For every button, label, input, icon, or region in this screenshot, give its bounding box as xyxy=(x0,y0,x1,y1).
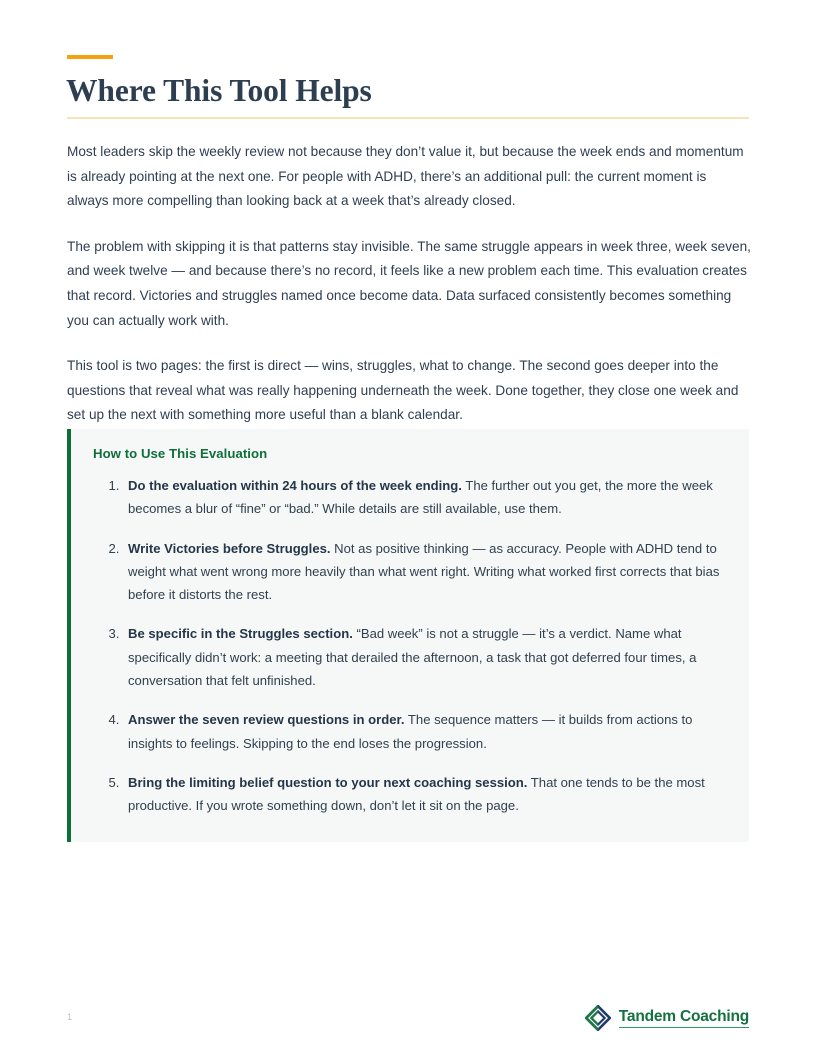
page-title: Where This Tool Helps xyxy=(66,73,372,108)
list-item-text: The further out you get, the more the week becomes a blur of “fine” or “bad.” While details are still available, use them. xyxy=(128,478,713,517)
list-item-text: That one tends to be the most productive. If you wrote something down, don’t let it sit on the page. xyxy=(128,774,705,814)
list-item xyxy=(123,708,723,755)
page-number: 1 xyxy=(67,1012,73,1022)
list-item-lead: Bring the limiting belief question to your next coaching session. xyxy=(128,774,528,790)
brand-name: Tandem Coaching xyxy=(619,1008,749,1027)
list-item-lead: Answer the seven review questions in order. xyxy=(128,712,405,728)
page-footer xyxy=(0,1003,816,1043)
list-item xyxy=(123,771,723,818)
list-item-lead: Be specific in the Struggles section. xyxy=(128,626,353,642)
intro-paragraph-1: Most leaders skip the weekly review not because they don’t value it, but because the week ends and momentum is already pointing at the next one. For people with ADHD, there’s an additional pull: the current moment is always more compelling than looking back at a week that’s already closed. xyxy=(67,144,744,209)
callout-instruction-list xyxy=(93,474,723,818)
list-item-lead: Do the evaluation within 24 hours of the week ending. xyxy=(128,478,462,493)
how-to-use-callout xyxy=(67,429,749,842)
intro-paragraph-3: This tool is two pages: the first is direct — wins, struggles, what to change. The second goes deeper into the questions that reveal what was really happening underneath the week. Done together, they close one week and set up the next with something more useful than a blank calendar. xyxy=(67,358,739,423)
brand-logo xyxy=(585,1005,749,1031)
list-item xyxy=(123,474,723,521)
title-divider-rule xyxy=(67,117,749,119)
list-item-text: The sequence matters — it builds from actions to insights to feelings. Skipping to the end loses the progression. xyxy=(128,712,693,751)
list-item-text: Not as positive thinking — as accuracy. People with ADHD tend to weight what went wrong more heavily than what went right. Writing what worked first corrects that bias before it distorts the rest. xyxy=(128,540,720,603)
list-item xyxy=(123,622,723,692)
list-item-text: “Bad week” is not a struggle — it’s a verdict. Name what specifically didn’t work: a meeting that derailed the afternoon, a task that got deferred four times, a conversation that felt unfinished. xyxy=(128,626,697,689)
title-accent-bar xyxy=(67,55,113,59)
tandem-diamond-logo-icon xyxy=(585,1005,611,1031)
callout-heading: How to Use This Evaluation xyxy=(93,446,268,461)
list-item-lead: Write Victories before Struggles. xyxy=(128,540,331,556)
intro-paragraph-2: The problem with skipping it is that patterns stay invisible. The same struggle appears in week three, week seven, and week twelve — and because there’s no record, it feels like a new problem each time. This evaluation creates that record. Victories and struggles named once become data. Data surfaced consistently becomes something you can actually work with. xyxy=(67,238,751,328)
intro-paragraphs xyxy=(67,140,751,428)
list-item xyxy=(123,537,723,607)
